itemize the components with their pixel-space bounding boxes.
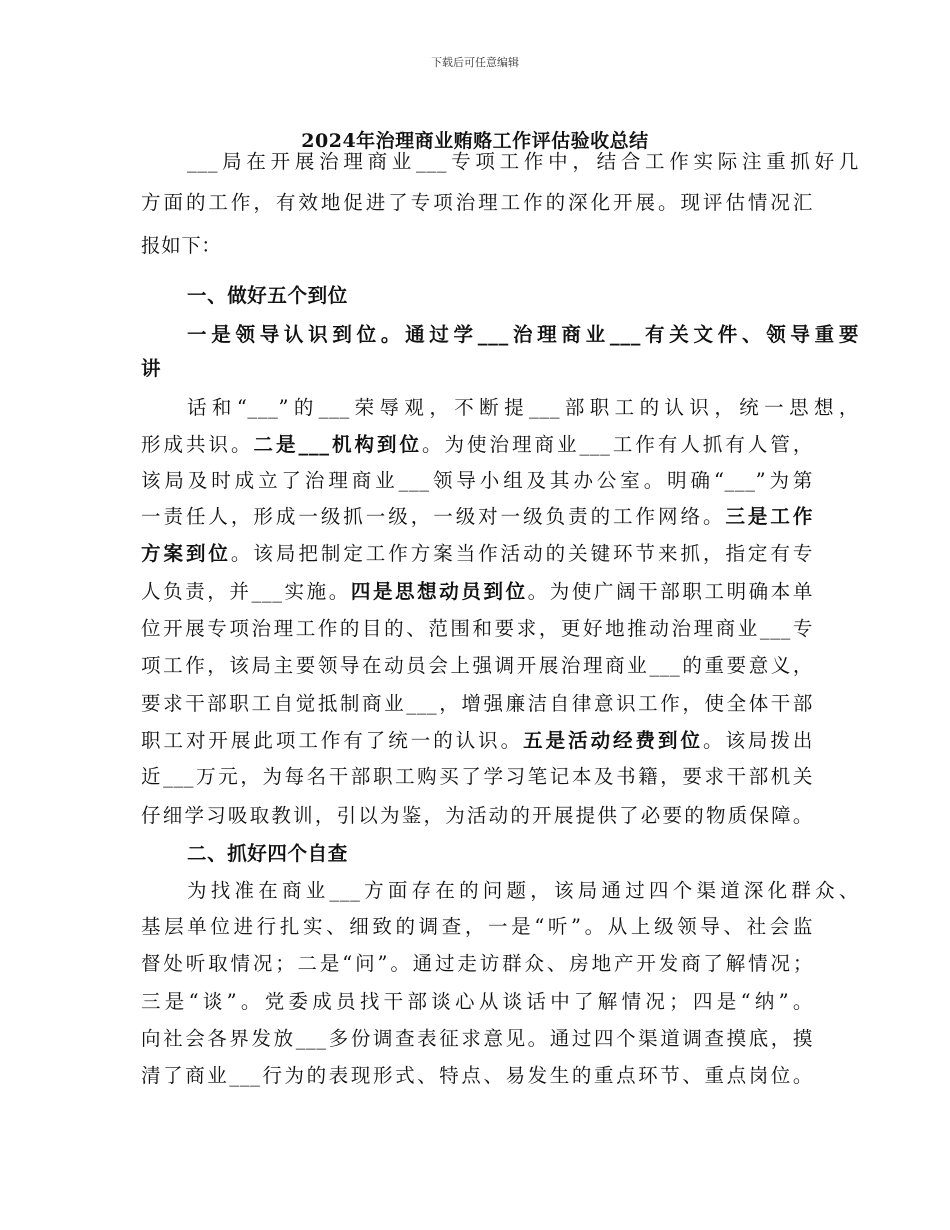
paragraph-line: 要求干部职工自觉抵制商业___，增强廉洁自律意识工作，使全体干部: [141, 692, 813, 715]
paragraph-line: 近___万元，为每名干部职工购买了学习笔记本及书籍，要求干部机关: [141, 765, 813, 788]
key-point-3-cont: 方案到位: [141, 542, 231, 565]
paragraph-line: 项工作，该局主要领导在动员会上强调开展治理商业___的重要意义，: [141, 654, 813, 677]
paragraph-line: 向社会各界发放___多份调查表征求意见。通过四个渠道调查摸底，摸: [141, 1027, 813, 1050]
document-title: 2024年治理商业贿赂工作评估验收总结: [301, 130, 649, 152]
paragraph-line: 仔细学习吸取教训，引以为鉴，为活动的开展提供了必要的物质保障。: [141, 804, 813, 827]
paragraph-line: 该局及时成立了治理商业___领导小组及其办公室。明确“___”为第: [141, 469, 813, 492]
header-note: 下载后可任意编辑: [431, 56, 519, 69]
paragraph-line: ___局在开展治理商业___专项工作中，结合工作实际注重抓好几: [187, 150, 859, 173]
paragraph-line: 督处听取情况；二是“问”。通过走访群众、房地产开发商了解情况；: [141, 952, 813, 975]
paragraph-line: 人负责，并___实施。四是思想动员到位。为使广阔干部职工明确本单: [141, 580, 813, 603]
paragraph-line: 方案到位。该局把制定工作方案当作活动的关键环节来抓，指定有专: [141, 542, 813, 565]
paragraph-line: 讲: [141, 357, 162, 380]
key-point-5: 五是活动经费到位: [523, 729, 703, 752]
key-point-3: 三是工作: [725, 505, 813, 528]
paragraph-line: 一责任人，形成一级抓一级，一级对一级负责的工作网络。三是工作: [141, 505, 813, 528]
paragraph-line: 一是领导认识到位。通过学___治理商业___有关文件、领导重要: [187, 323, 859, 346]
paragraph-line: 位开展专项治理工作的目的、范围和要求，更好地推动治理商业___专: [141, 617, 813, 640]
key-point-2: 二是___机构到位: [253, 433, 422, 456]
key-point-4: 四是思想动员到位: [350, 580, 528, 603]
paragraph-line: 形成共识。二是___机构到位。为使治理商业___工作有人抓有人管，: [141, 433, 813, 456]
paragraph-line: 话和“___”的___荣辱观，不断提___部职工的认识，统一思想，: [187, 396, 859, 419]
section-heading: 一、做好五个到位: [187, 284, 348, 307]
paragraph-line: 为找准在商业___方面存在的问题，该局通过四个渠道深化群众、: [187, 879, 859, 902]
paragraph-line: 三是“谈”。党委成员找干部谈心从谈话中了解情况；四是“纳”。: [141, 990, 813, 1013]
section-heading: 二、抓好四个自查: [187, 842, 348, 865]
paragraph-line: 报如下：: [141, 234, 222, 257]
paragraph-line: 基层单位进行扎实、细致的调查，一是“听”。从上级领导、社会监: [141, 915, 813, 938]
paragraph-line: 清了商业___行为的表现形式、特点、易发生的重点环节、重点岗位。: [141, 1064, 813, 1087]
paragraph-line: 方面的工作，有效地促进了专项治理工作的深化开展。现评估情况汇: [141, 191, 813, 214]
paragraph-line: 职工对开展此项工作有了统一的认识。五是活动经费到位。该局拨出: [141, 729, 813, 752]
